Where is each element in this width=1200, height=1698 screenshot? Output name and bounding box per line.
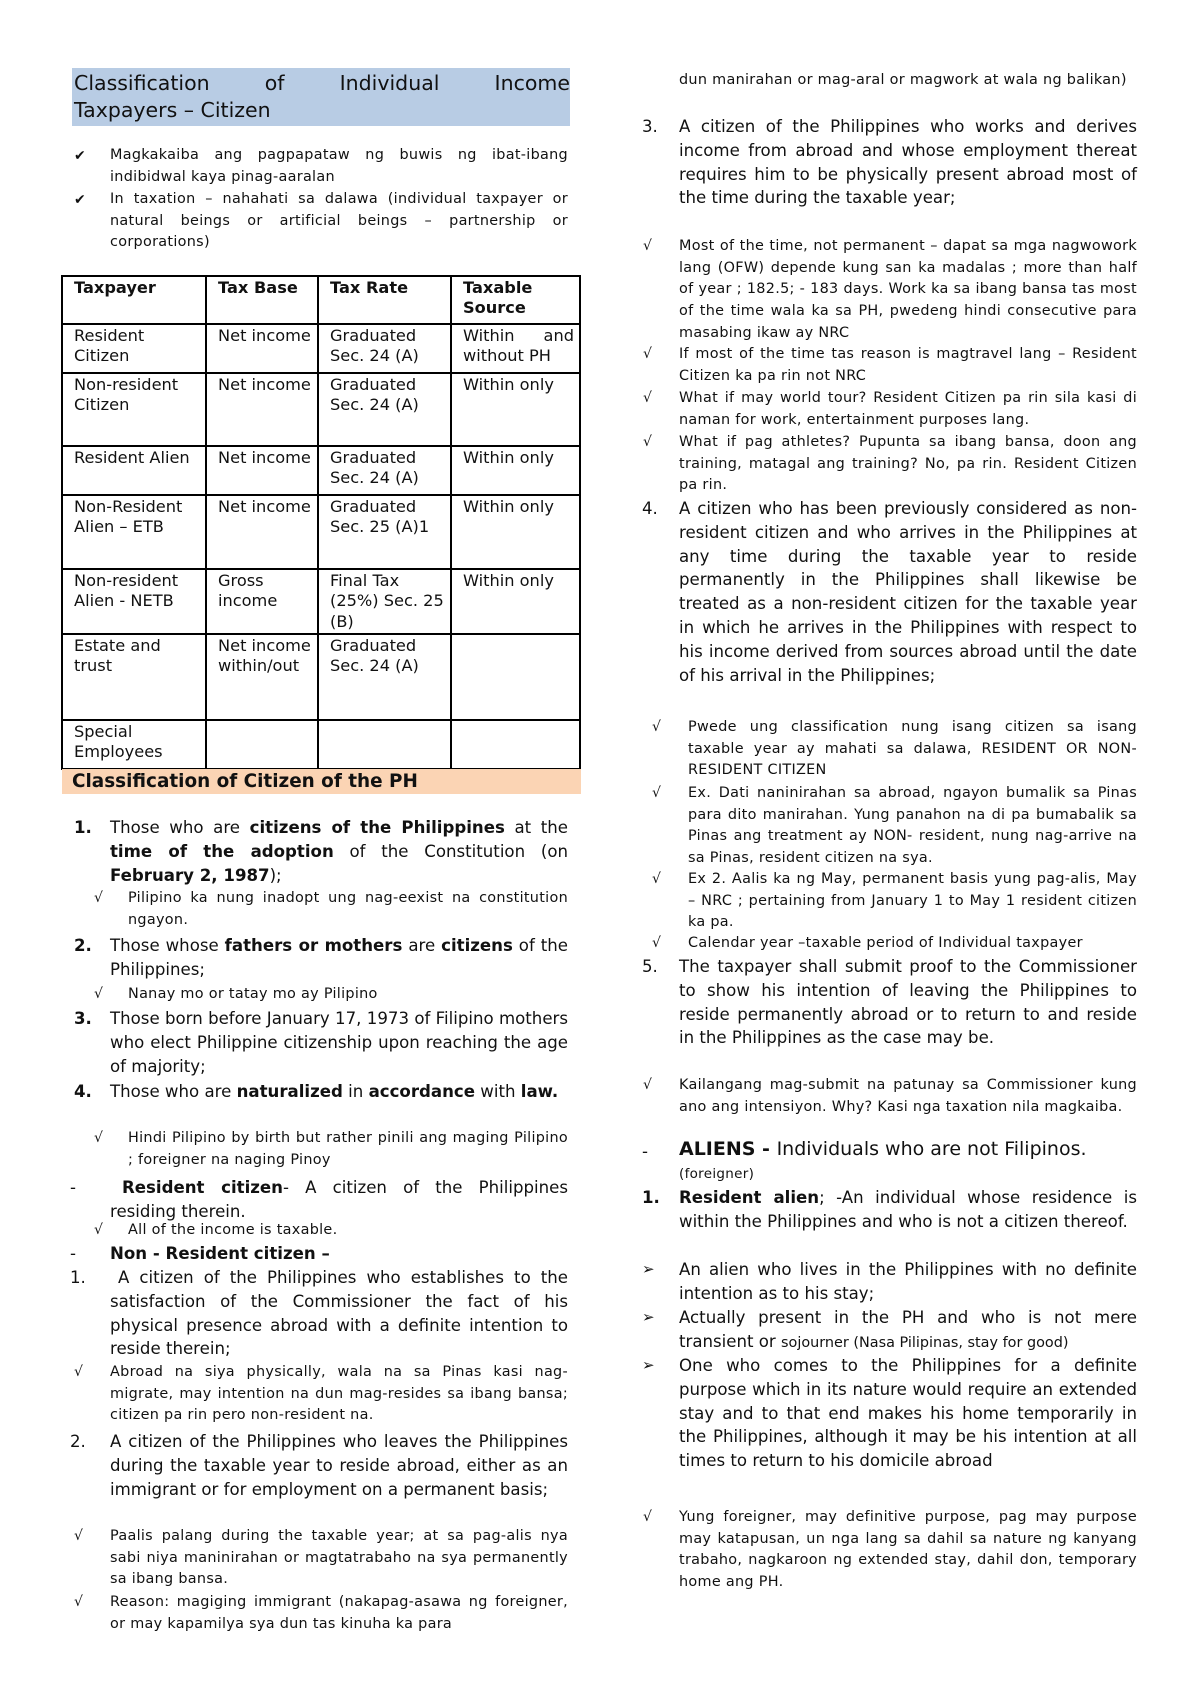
table-cell: Graduated Sec. 24 (A) <box>318 446 451 495</box>
table-row <box>62 495 580 569</box>
check-icon: √ <box>652 719 661 735</box>
check-icon: ✔ <box>74 148 86 164</box>
list-number: 1. <box>642 1188 660 1207</box>
non-resident-note: Paalis palang during the taxable year; at sa pag-alis nya sabi niya maninirahan or magtatrabaho na sya permanently sa ibang bansa. <box>110 1528 568 1588</box>
title-word: of <box>264 71 285 95</box>
taxpayer-table <box>61 275 581 770</box>
table-cell: Within only <box>451 569 580 634</box>
aliens-subnote: (foreigner) <box>679 1166 755 1182</box>
check-icon: √ <box>94 890 103 906</box>
check-icon: √ <box>643 390 652 406</box>
table-header: Tax Base <box>206 276 318 324</box>
dash-marker: - <box>70 1178 76 1197</box>
table-cell: Non-resident Alien - NETB <box>62 569 206 634</box>
resident-alien-point: An alien who lives in the Philippines with no definite intention as to his stay; <box>679 1260 1137 1303</box>
table-cell <box>206 720 318 769</box>
list-number: 1. <box>70 1268 86 1287</box>
table-cell: Within only <box>451 446 580 495</box>
aliens-definition: ALIENS - Individuals who are not Filipinos. <box>679 1138 1087 1160</box>
document-title <box>72 68 570 126</box>
table-cell: Within and without PH <box>451 324 580 373</box>
check-icon: ✔ <box>74 192 86 208</box>
table-cell: Within only <box>451 495 580 569</box>
arrow-bullet-icon: ➢ <box>642 1356 655 1374</box>
check-icon: √ <box>94 986 103 1002</box>
non-resident-note: Most of the time, not permanent – dapat sa mga nagwowork lang (OFW) depende kung san ka madalas ; more than half of year ; 182.5; - 183 days. Work ka sa ibang bansa tas most of the time wala ka sa PH, pwedeng hindi consecutive para masabing ikaw ay NRC <box>679 238 1137 341</box>
table-cell: Net income within/out <box>206 634 318 720</box>
non-resident-note: Ex. Dati naninirahan sa abroad, ngayon bumalik sa Pinas para dito manirahan. Yung panahon na di pa bumabalik sa Pinas ang treatment ay NON- resident, nung nag-arrive na sa Pinas, resident citizen na sya. <box>688 785 1137 867</box>
non-resident-item-4: A citizen who has been previously considered as non-resident citizen and who arrives in the Philippines at any time during the taxable year to reside permanently in the Philippines shall likewise be treated as a non-resident citizen for the taxable year in which he arrives in the Philippines with respect to his income derived from sources abroad until the date of his arrival in the Philippines; <box>679 499 1137 685</box>
citizen-item-4: Those who are naturalized in accordance with law. <box>110 1082 559 1101</box>
table-header: Taxpayer <box>62 276 206 324</box>
title-word: Individual <box>339 71 440 95</box>
resident-citizen-note: All of the income is taxable. <box>128 1222 338 1238</box>
citizen-item-note: Hindi Pilipino by birth but rather pinili ang maging Pilipino ; foreigner na naging Pinoy <box>128 1130 568 1168</box>
resident-alien-point: Actually present in the PH and who is not mere transient or sojourner (Nasa Pilipinas, stay for good) <box>679 1308 1137 1351</box>
check-icon: √ <box>643 346 652 362</box>
table-row <box>62 569 580 634</box>
non-resident-note: Pwede ung classification nung isang citizen sa isang taxable year ay mahati sa dalawa, RESIDENT OR NON-RESIDENT CITIZEN <box>688 719 1137 779</box>
non-resident-note: Kailangang mag-submit na patunay sa Commissioner kung ano ang intensiyon. Why? Kasi nga taxation nila magkaiba. <box>679 1077 1137 1115</box>
table-cell: Graduated Sec. 25 (A)1 <box>318 495 451 569</box>
list-number: 5. <box>642 957 658 976</box>
table-cell: Graduated Sec. 24 (A) <box>318 634 451 720</box>
check-icon: √ <box>643 1077 652 1093</box>
table-cell: Non-Resident Alien – ETB <box>62 495 206 569</box>
check-icon: √ <box>74 1594 83 1610</box>
non-resident-note: Abroad na siya physically, wala na sa Pinas kasi nag-migrate, may intention na dun mag-resides sa ibang bansa; citizen pa rin pero non-resident na. <box>110 1364 568 1424</box>
intro-bullet: Magkakaiba ang pagpapataw ng buwis ng ibat-ibang indibidwal kaya pinag-aaralan <box>110 147 568 185</box>
table-cell: Resident Citizen <box>62 324 206 373</box>
non-resident-citizen-heading: Non - Resident citizen – <box>110 1244 330 1263</box>
non-resident-item-2: A citizen of the Philippines who leaves the Philippines during the taxable year to reside abroad, either as an immigrant or for employment on a permanent basis; <box>110 1432 568 1499</box>
arrow-bullet-icon: ➢ <box>642 1260 655 1278</box>
check-icon: √ <box>652 935 661 951</box>
check-icon: √ <box>74 1364 83 1380</box>
table-cell: Estate and trust <box>62 634 206 720</box>
non-resident-item-3: A citizen of the Philippines who works and derives income from abroad and whose employment thereat requires him to be physically present abroad most of the time during the taxable year; <box>679 117 1137 208</box>
non-resident-item-1: A citizen of the Philippines who establishes to the satisfaction of the Commissioner the fact of his physical presence abroad with a definite intention to reside therein; <box>110 1268 568 1359</box>
dash-marker: - <box>70 1244 76 1263</box>
check-icon: √ <box>652 871 661 887</box>
non-resident-note: Ex 2. Aalis ka ng May, permanent basis yung pag-alis, May – NRC ; pertaining from January 1 to May 1 resident citizen ka pa. <box>688 871 1137 931</box>
list-number: 3. <box>74 1009 92 1028</box>
check-icon: √ <box>94 1130 103 1146</box>
table-header-row <box>62 276 580 324</box>
table-cell: Net income <box>206 373 318 446</box>
non-resident-note: If most of the time tas reason is magtravel lang – Resident Citizen ka pa rin not NRC <box>679 346 1137 384</box>
table-row <box>62 720 580 769</box>
table-cell <box>451 634 580 720</box>
list-number: 3. <box>642 117 658 136</box>
resident-alien-note: Yung foreigner, may definitive purpose, pag may purpose may katapusan, un nga lang sa dahil sa nature ng kanyang trabaho, nagkaroon ng extended stay, dahil don, temporary home ang PH. <box>679 1509 1137 1591</box>
list-number: 4. <box>74 1082 92 1101</box>
table-cell: Resident Alien <box>62 446 206 495</box>
check-icon: √ <box>643 238 652 254</box>
citizen-item-2: Those whose fathers or mothers are citizens of the Philippines; <box>110 936 568 979</box>
resident-alien-definition: Resident alien; -An individual whose residence is within the Philippines and who is not a citizen thereof. <box>679 1188 1137 1231</box>
title-line2: Taxpayers – Citizen <box>74 98 271 122</box>
table-cell <box>318 720 451 769</box>
table-row <box>62 446 580 495</box>
citizen-item-1: Those who are citizens of the Philippines at the time of the adoption of the Constitution (on February 2, 1987); <box>110 818 569 885</box>
title-word: Classification <box>74 71 210 95</box>
check-icon: √ <box>74 1528 83 1544</box>
table-cell <box>451 720 580 769</box>
arrow-bullet-icon: ➢ <box>642 1308 655 1326</box>
non-resident-note: What if pag athletes? Pupunta sa ibang bansa, doon ang training, matagal ang training? No, pa rin. Resident Citizen pa rin. <box>679 434 1137 494</box>
dash-marker: - <box>642 1142 648 1161</box>
citizen-classification-heading: Classification of Citizen of the PH <box>62 769 581 794</box>
list-number: 2. <box>70 1432 86 1451</box>
table-cell: Special Employees <box>62 720 206 769</box>
table-cell: Net income <box>206 495 318 569</box>
title-word: Income <box>494 71 570 95</box>
intro-bullet: In taxation – nahahati sa dalawa (individual taxpayer or natural beings or artificial beings – partnership or corporations) <box>110 191 568 251</box>
table-row <box>62 634 580 720</box>
check-icon: √ <box>643 434 652 450</box>
list-number: 4. <box>642 499 658 518</box>
table-row <box>62 373 580 446</box>
table-cell: Gross income <box>206 569 318 634</box>
non-resident-note: Calendar year –taxable period of Individual taxpayer <box>688 935 1083 951</box>
table-cell: Graduated Sec. 24 (A) <box>318 373 451 446</box>
continued-note: dun manirahan or mag-aral or magwork at wala ng balikan) <box>679 72 1127 88</box>
citizen-item-note: Pilipino ka nung inadopt ung nag-eexist na constitution ngayon. <box>128 890 568 928</box>
table-cell: Net income <box>206 324 318 373</box>
list-number: 1. <box>74 818 92 837</box>
citizen-item-note: Nanay mo or tatay mo ay Pilipino <box>128 986 378 1002</box>
table-header: Tax Rate <box>318 276 451 324</box>
non-resident-item-5: The taxpayer shall submit proof to the Commissioner to show his intention of leaving the Philippines to reside permanently abroad or to return to and reside in the Philippines as the case may be. <box>679 957 1137 1048</box>
check-icon: √ <box>652 785 661 801</box>
table-header: Taxable Source <box>451 276 580 324</box>
table-cell: Net income <box>206 446 318 495</box>
citizen-item-3: Those born before January 17, 1973 of Filipino mothers who elect Philippine citizenship upon reaching the age of majority; <box>110 1009 568 1076</box>
resident-citizen-definition: Resident citizen- A citizen of the Philippines residing therein. <box>110 1178 568 1221</box>
table-row <box>62 324 580 373</box>
check-icon: √ <box>643 1509 652 1525</box>
table-cell: Graduated Sec. 24 (A) <box>318 324 451 373</box>
table-cell: Within only <box>451 373 580 446</box>
non-resident-note: Reason: magiging immigrant (nakapag-asawa ng foreigner, or may kapamilya sya dun tas kinuha ka para <box>110 1594 568 1632</box>
list-number: 2. <box>74 936 92 955</box>
check-icon: √ <box>94 1222 103 1238</box>
non-resident-note: What if may world tour? Resident Citizen pa rin sila kasi di naman for work, entertainment purposes lang. <box>679 390 1137 428</box>
table-cell: Final Tax (25%) Sec. 25 (B) <box>318 569 451 634</box>
resident-alien-point: One who comes to the Philippines for a definite purpose which in its nature would require an extended stay and to that end makes his home temporarily in the Philippines, although it may be his intention at all times to return to his domicile abroad <box>679 1356 1137 1471</box>
table-cell: Non-resident Citizen <box>62 373 206 446</box>
